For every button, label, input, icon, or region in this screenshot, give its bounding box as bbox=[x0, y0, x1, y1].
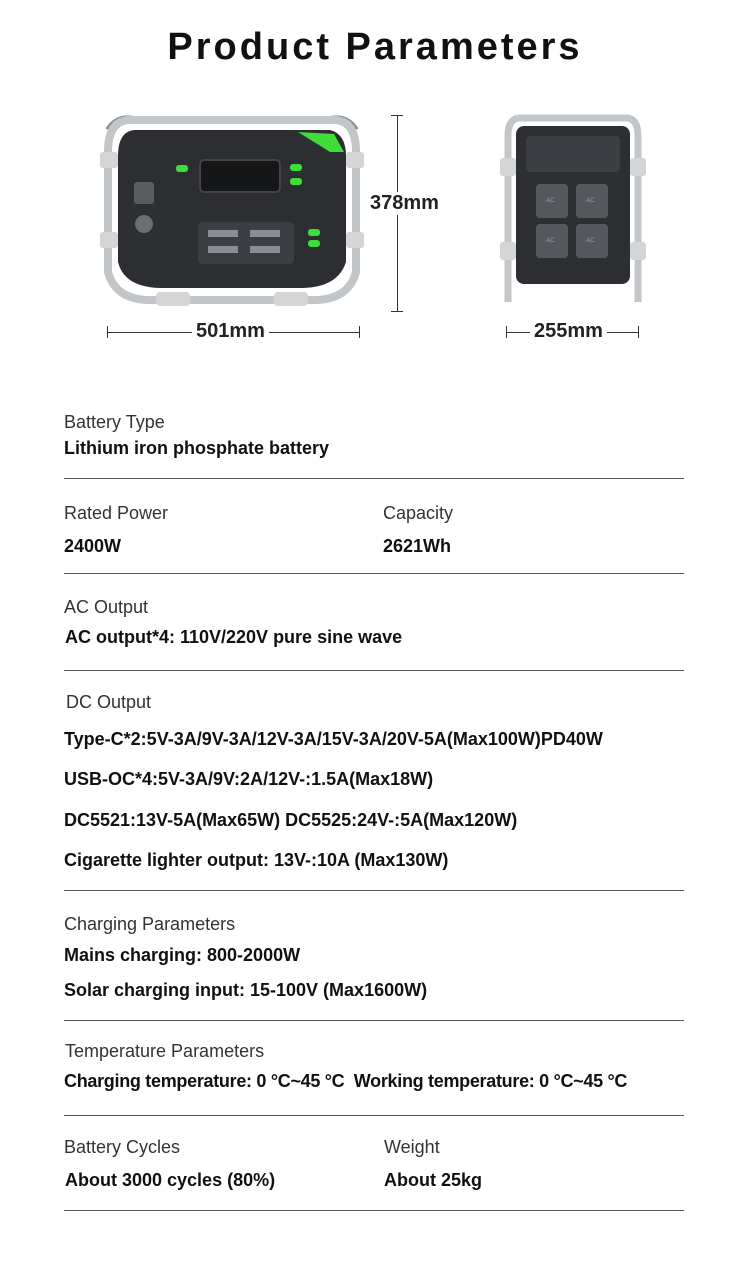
height-dimension: 378mm bbox=[366, 192, 443, 215]
weight-value: About 25kg bbox=[384, 1170, 483, 1190]
divider bbox=[64, 1115, 684, 1116]
product-side-image bbox=[500, 112, 646, 312]
height-dim-tick bbox=[391, 311, 403, 312]
depth-dimension: 255mm bbox=[530, 320, 607, 343]
charging-label: Charging Parameters bbox=[64, 914, 236, 934]
divider bbox=[64, 478, 684, 479]
width-dimension: 501mm bbox=[192, 320, 269, 343]
divider bbox=[64, 1210, 684, 1211]
width-dim-tick bbox=[359, 326, 360, 338]
ac-output-value: AC output*4: 110V/220V pure sine wave bbox=[65, 627, 403, 647]
ac-output-label: AC Output bbox=[64, 597, 149, 617]
dc-output-line: USB-OC*4:5V-3A/9V:2A/12V-:1.5A(Max18W) bbox=[64, 769, 434, 789]
temperature-label: Temperature Parameters bbox=[65, 1041, 265, 1061]
battery-cycles-value: About 3000 cycles (80%) bbox=[65, 1170, 276, 1190]
temperature-value: Charging temperature: 0 °C~45 °C Working temperature: 0 °C~45 °C bbox=[64, 1071, 628, 1091]
charging-line: Solar charging input: 15-100V (Max1600W) bbox=[64, 980, 428, 1000]
ac-socket-label: AC bbox=[546, 198, 555, 204]
ac-socket-label: AC bbox=[586, 198, 595, 204]
rated-power-label: Rated Power bbox=[64, 503, 169, 523]
charging-line: Mains charging: 800-2000W bbox=[64, 945, 301, 965]
battery-cycles-label: Battery Cycles bbox=[64, 1137, 181, 1157]
divider bbox=[64, 670, 684, 671]
dc-output-line: Type-C*2:5V-3A/9V-3A/12V-3A/15V-3A/20V-5A(Max100W)PD40W bbox=[64, 729, 603, 749]
page-title: Product Parameters bbox=[167, 26, 583, 68]
divider bbox=[64, 1020, 684, 1021]
ac-socket-label: AC bbox=[586, 238, 595, 244]
divider bbox=[64, 573, 684, 574]
depth-dim-tick bbox=[638, 326, 639, 338]
capacity-value: 2621Wh bbox=[383, 536, 452, 556]
weight-label: Weight bbox=[384, 1137, 440, 1157]
battery-type-label: Battery Type bbox=[64, 412, 165, 432]
rated-power-value: 2400W bbox=[64, 536, 122, 556]
battery-type-value: Lithium iron phosphate battery bbox=[64, 438, 330, 458]
dc-output-line: DC5521:13V-5A(Max65W) DC5525:24V-:5A(Max120W) bbox=[64, 810, 518, 830]
product-front-image bbox=[98, 112, 366, 312]
ac-socket-label: AC bbox=[546, 238, 555, 244]
divider bbox=[64, 890, 684, 891]
capacity-label: Capacity bbox=[383, 503, 454, 523]
dc-output-line: Cigarette lighter output: 13V-:10A (Max130W) bbox=[64, 850, 449, 870]
dc-output-label: DC Output bbox=[66, 692, 152, 712]
